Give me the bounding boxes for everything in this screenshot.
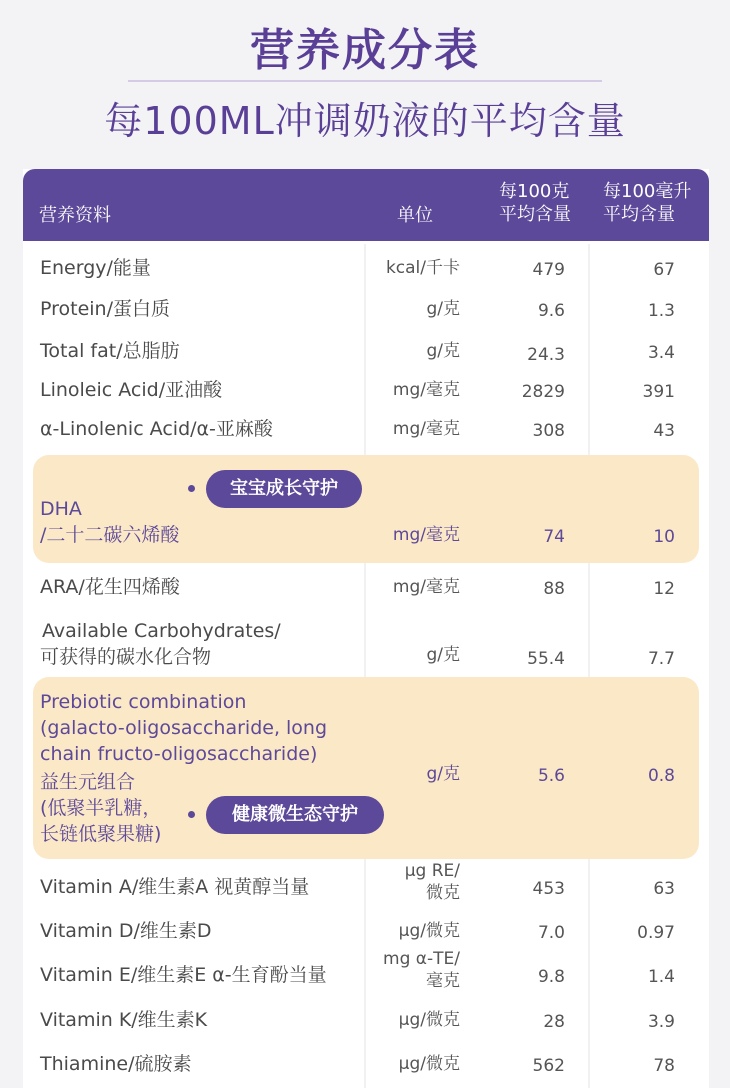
value-per100g: 9.8 [537,967,565,987]
nutrient-unit: g/克 [426,764,460,784]
nutrient-unit-line2: 微克 [426,883,460,903]
nutrient-name: Vitamin E/维生素E α-生育酚当量 [40,964,327,986]
nutrient-unit: mg/毫克 [392,577,460,597]
column-separator [364,244,366,1088]
nutrient-name: Vitamin A/维生素A 视黄醇当量 [40,876,310,898]
nutrient-unit: g/克 [426,645,460,665]
nutrient-unit: kcal/千卡 [385,258,460,278]
bullet-dot-icon [188,485,195,492]
page-title: 营养成分表 [250,25,480,76]
value-per100g: 88 [543,579,565,599]
header-name: 营养资料 [39,205,111,226]
value-per100ml: 0.8 [647,766,675,786]
nutrient-name-line1: Available Carbohydrates/ [42,620,281,642]
value-per100g: 24.3 [527,345,565,365]
bullet-dot-icon [188,811,195,818]
value-per100ml: 43 [653,421,675,441]
nutrient-unit: mg/毫克 [392,419,460,439]
value-per100ml: 78 [653,1056,675,1076]
value-per100ml: 391 [642,382,675,402]
dha-badge: 宝宝成长守护 [206,470,362,508]
nutrient-name-line2: (galacto-oligosaccharide, long [40,717,328,739]
nutrient-name: Total fat/总脂肪 [40,340,180,362]
nutrient-unit: μg/微克 [398,1010,460,1030]
page-subtitle: 每100ML冲调奶液的平均含量 [104,99,626,143]
value-per100g: 5.6 [537,766,565,786]
value-per100ml: 1.3 [647,301,675,321]
value-per100ml: 3.9 [647,1012,675,1032]
nutrient-name-line1: Prebiotic combination [40,691,247,713]
nutrient-name: Thiamine/硫胺素 [40,1053,192,1075]
nutrient-name-line1: DHA [40,498,82,520]
nutrient-name: Vitamin D/维生素D [40,920,212,942]
nutrient-unit: mg/毫克 [392,525,460,545]
value-per100g: 479 [532,260,565,280]
value-per100g: 74 [543,527,565,547]
value-per100ml: 0.97 [637,923,675,943]
value-per100ml: 67 [653,260,675,280]
value-per100g: 308 [532,421,565,441]
nutrient-unit: μg/微克 [398,1054,460,1074]
nutrient-name-line2: 可获得的碳水化合物 [40,646,212,668]
nutrient-name-line2: /二十二碳六烯酸 [40,524,180,546]
nutrient-unit: mg/毫克 [392,380,460,400]
nutrient-name: Linoleic Acid/亚油酸 [40,379,223,401]
header-per100g-line2: 平均含量 [499,204,571,225]
value-per100g: 9.6 [537,301,565,321]
header-per100ml-line2: 平均含量 [603,204,675,225]
header-unit: 单位 [397,205,433,226]
nutrient-name: Energy/能量 [40,257,151,279]
value-per100ml: 63 [653,879,675,899]
table-header [23,169,709,241]
nutrient-name: α-Linolenic Acid/α-亚麻酸 [40,418,273,440]
value-per100g: 2829 [521,382,565,402]
value-per100g: 7.0 [537,923,565,943]
value-per100ml: 12 [653,579,675,599]
value-per100g: 562 [532,1056,565,1076]
value-per100ml: 3.4 [647,343,675,363]
title-divider [128,80,602,82]
value-per100ml: 7.7 [647,649,675,669]
nutrient-unit: μg/微克 [398,921,460,941]
nutrient-unit: g/克 [426,299,460,319]
nutrient-name: ARA/花生四烯酸 [40,576,180,598]
nutrient-unit: g/克 [426,341,460,361]
nutrient-name-line6: 长链低聚果糖) [40,823,162,845]
nutrient-name-line4: 益生元组合 [40,771,136,793]
value-per100g: 28 [543,1012,565,1032]
header-per100ml-line1: 每100毫升 [603,181,692,202]
value-per100g: 453 [532,879,565,899]
nutrient-unit-line1: mg α-TE/ [383,949,460,969]
nutrient-name-line5: (低聚半乳糖， [40,797,162,819]
value-per100g: 55.4 [527,649,565,669]
nutrient-unit-line1: μg RE/ [404,861,460,881]
nutrient-name: Protein/蛋白质 [40,298,171,320]
nutrient-unit-line2: 毫克 [426,971,460,991]
prebiotic-badge: 健康微生态守护 [206,796,384,834]
value-per100ml: 10 [653,527,675,547]
nutrient-name: Vitamin K/维生素K [40,1009,208,1031]
header-per100g-line1: 每100克 [499,181,570,202]
column-separator [588,244,590,1088]
value-per100ml: 1.4 [647,967,675,987]
nutrient-name-line3: chain fructo-oligosaccharide) [40,743,318,765]
